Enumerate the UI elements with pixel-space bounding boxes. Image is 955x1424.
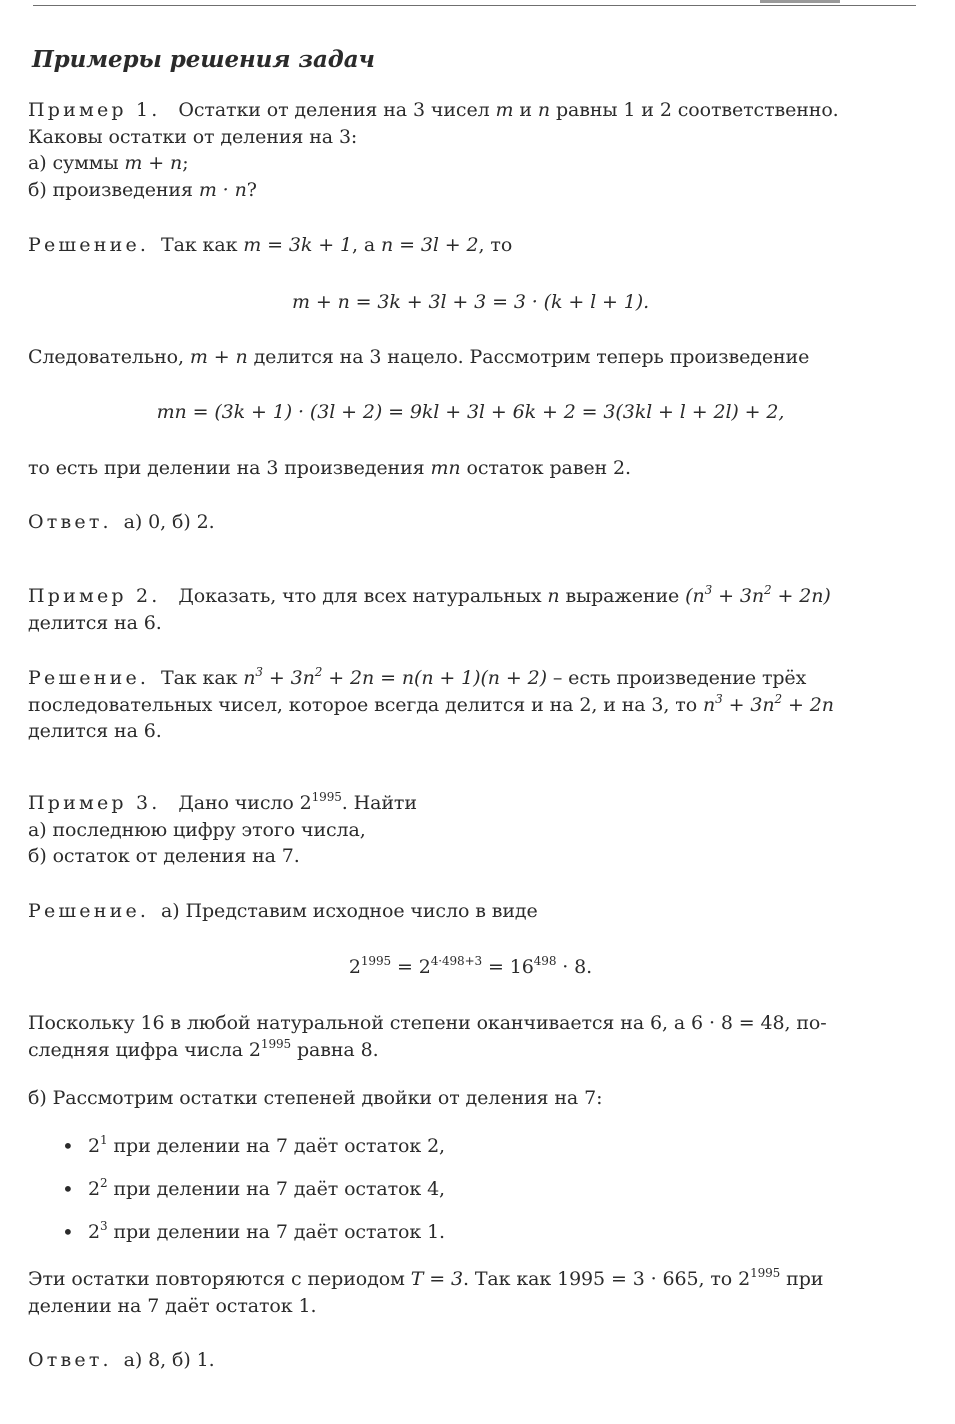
example-1-consequence: Следовательно, m + n делится на 3 нацело. Рассмотрим теперь произведение [28,346,810,368]
list-item: • $2^3$ при делении на 7 даёт остаток 1. [28,1219,913,1262]
formula-sum: m + n = 3k + 3l + 3 = 3 · (k + l + 1). [291,291,650,313]
answer-label: Ответ. [28,1349,112,1371]
header-fragment [760,0,840,3]
example-2-solution: Решение. Так как $n^3 + 3n^2 + 2n = n(n + 1)(n + 2)$ – есть произведение трёх последовательных чисел, которое всегда делится и на 2, и на 3, то $n^3 + 3n^2 + 2n$ делится на 6. [28,665,834,742]
example-3-answer: Ответ. а) 8, б) 1. [28,1349,215,1371]
example-2-label: Пример 2. [28,585,161,607]
example-3-condition: Пример 3. Дано число $2^{1995}$. Найти а) последнюю цифру этого числа, б) остаток от деления на 7. [28,790,417,867]
example-3-label: Пример 3. [28,792,161,814]
section-title: Примеры решения задач [32,46,375,73]
top-rule [33,5,916,6]
example-3-part-b-intro: б) Рассмотрим остатки степеней двойки от деления на 7: [28,1087,603,1109]
solution-label: Решение. [28,234,150,256]
example-1-label: Пример 1. [28,99,161,121]
solution-label: Решение. [28,900,150,922]
example-2-condition: Пример 2. Доказать, что для всех натуральных n выражение $(n^3 + 3n^2 + 2n)$ делится на 6. [28,583,831,634]
answer-label: Ответ. [28,511,112,533]
example-1-solution-intro: Решение. Так как m = 3k + 1, а n = 3l + 2, то [28,234,513,256]
example-3-solution-intro: Решение. а) Представим исходное число в виде [28,900,538,922]
formula-product: mn = (3k + 1) · (3l + 2) = 9kl + 3l + 6k + 2 = 3(3kl + l + 2l) + 2, [156,401,785,423]
list-item: • $2^1$ при делении на 7 даёт остаток 2, [28,1133,913,1176]
example-1-remainder: то есть при делении на 3 произведения mn остаток равен 2. [28,457,631,479]
solution-label: Решение. [28,667,150,689]
example-3-last-digit: Поскольку 16 в любой натуральной степени оканчивается на 6, а 6 · 8 = 48, по- следняя цифра числа $2^{1995}$ равна 8. [28,1012,827,1061]
example-3-period: Эти остатки повторяются с периодом T = 3. Так как 1995 = 3 · 665, то $2^{1995}$ при делении на 7 даёт остаток 1. [28,1266,824,1317]
example-1-condition: Пример 1. Остатки от деления на 3 чисел m и n равны 1 и 2 соответственно. Каковы остатки от деления на 3: а) суммы m + n; б) произведения m · n? [28,99,839,201]
example-1-answer: Ответ. а) 0, б) 2. [28,511,215,533]
remainder-bullet-list [28,1133,913,1262]
list-item: • $2^2$ при делении на 7 даёт остаток 4, [28,1176,913,1219]
formula-power: $2^{1995} = 2^{4\cdot 498+3} = 16^{498} \cdot 8$. [348,954,593,978]
